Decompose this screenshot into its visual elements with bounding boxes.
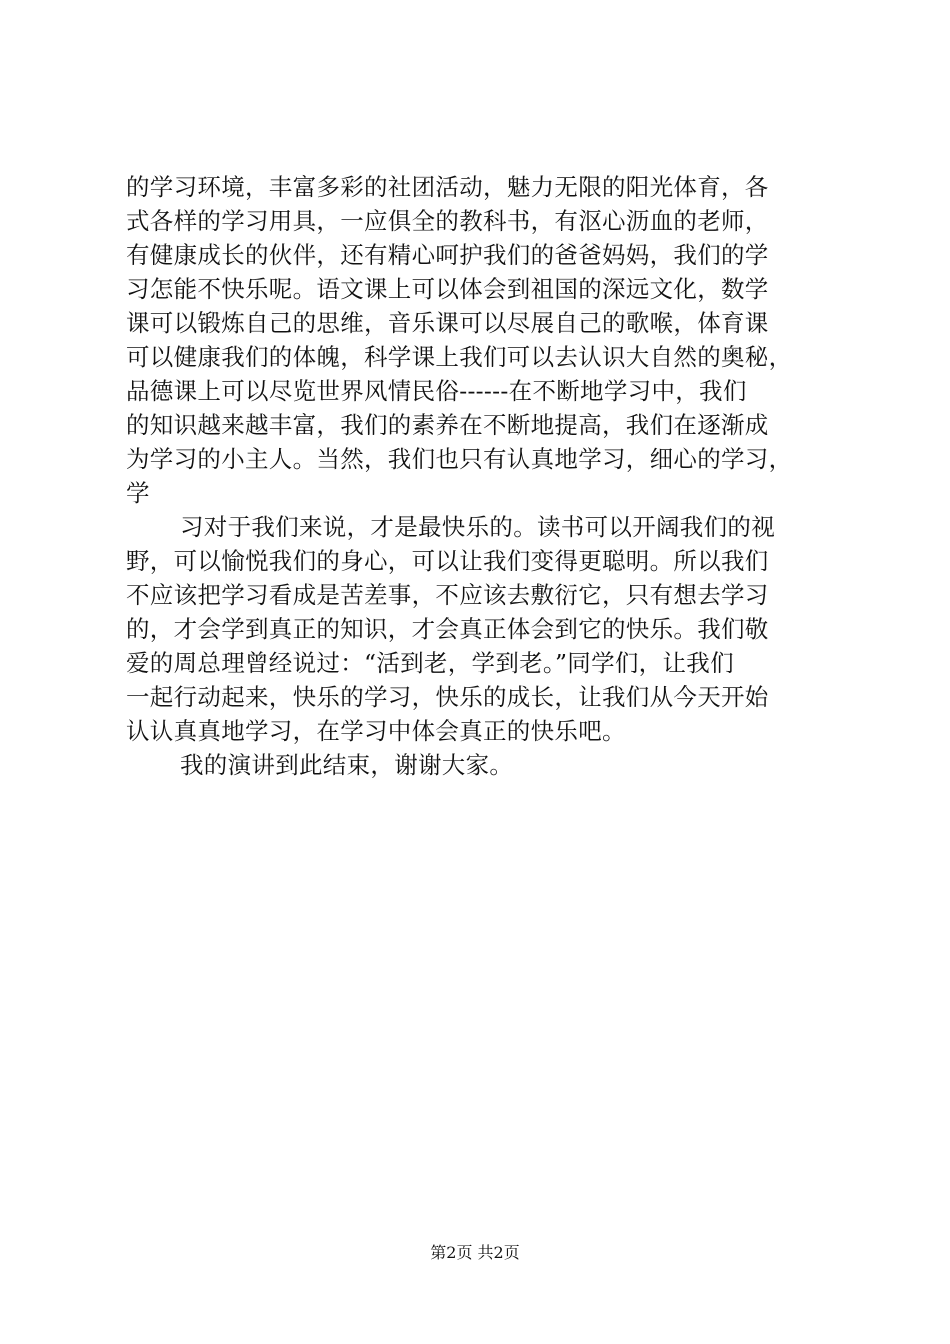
text-line: 的学习环境，丰富多彩的社团活动，魅力无限的阳光体育，各 [126,173,769,201]
text-line: 品德课上可以尽览世界风情民俗------在不断地学习中，我们 [126,377,747,405]
speech-body-text [126,170,846,782]
paragraph-start-line: 习对于我们来说，才是最快乐的。读书可以开阔我们的视 [180,513,775,541]
text-line: 的知识越来越丰富，我们的素养在不断地提高，我们在逐渐成 [126,411,769,439]
text-line: 不应该把学习看成是苦差事，不应该去敷衍它，只有想去学习 [126,581,769,609]
page-number-footer: 第2页 共2页 [430,1243,520,1262]
text-line: 的，才会学到真正的知识，才会真正体会到它的快乐。我们敬 [126,615,769,643]
text-line: 式各样的学习用具，一应俱全的教科书，有沤心沥血的老师， [126,207,769,235]
text-line: 有健康成长的伙伴，还有精心呵护我们的爸爸妈妈，我们的学 [126,241,769,269]
text-line: 为学习的小主人。当然，我们也只有认真地学习，细心的学习， [126,445,793,473]
text-line: 可以健康我们的体魄，科学课上我们可以去认识大自然的奥秘， [126,343,793,371]
text-line: 一起行动起来，快乐的学习，快乐的成长，让我们从今天开始 [126,683,769,711]
text-line: 野，可以愉悦我们的身心，可以让我们变得更聪明。所以我们 [126,547,769,575]
text-line: 课可以锻炼自己的思维，音乐课可以尽展自己的歌喉，体育课 [126,309,769,337]
text-line: 学 [126,479,150,507]
text-line: 爱的周总理曾经说过：“活到老，学到老。”同学们，让我们 [126,649,734,677]
text-line: 习怎能不快乐呢。语文课上可以体会到祖国的深远文化，数学 [126,275,769,303]
closing-line: 我的演讲到此结束，谢谢大家。 [180,751,514,779]
text-line: 认认真真地学习，在学习中体会真正的快乐吧。 [126,717,626,745]
